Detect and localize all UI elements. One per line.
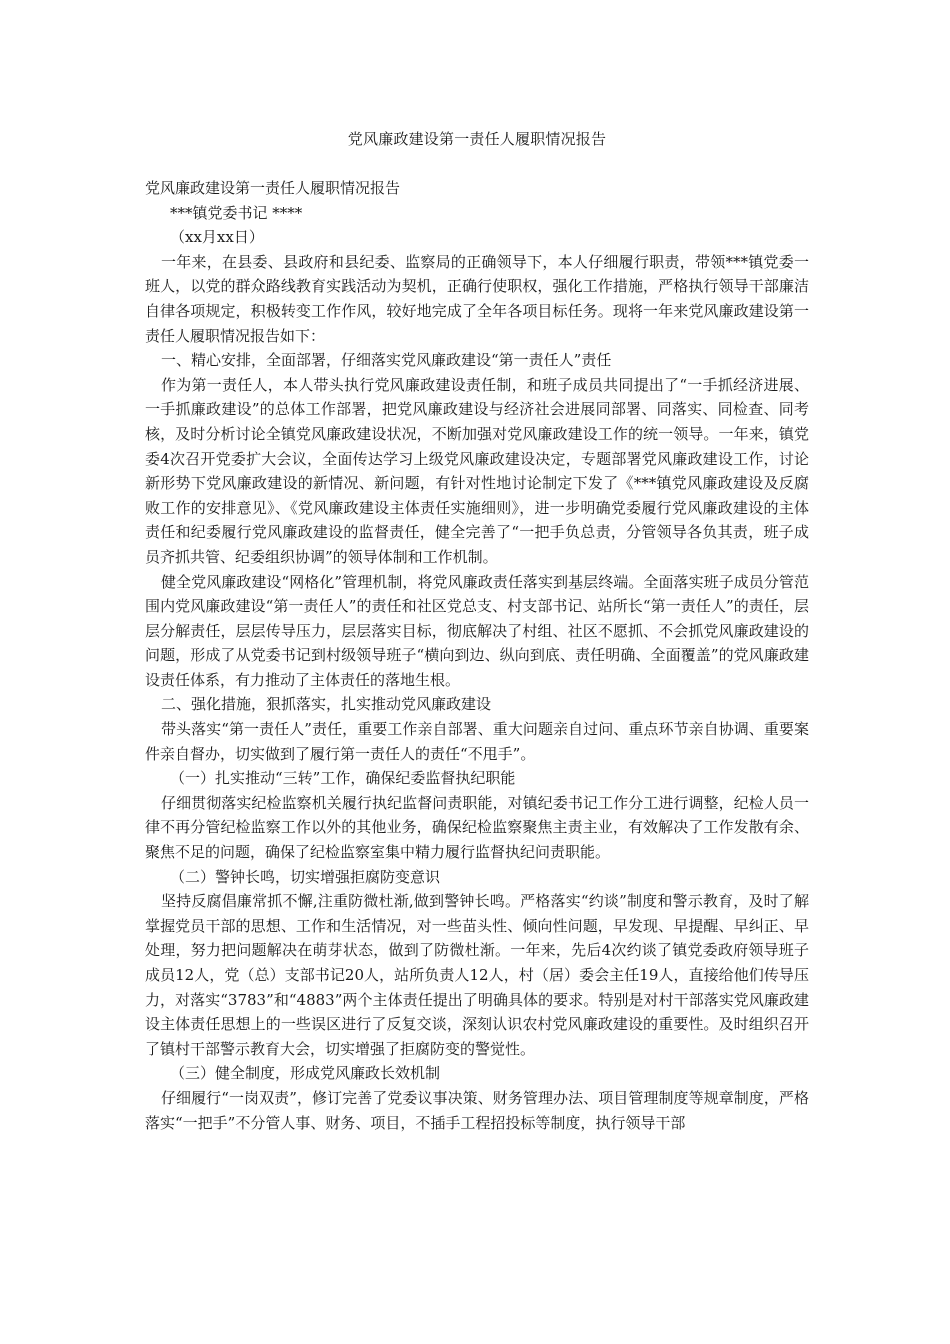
section-heading-2: 二、强化措施，狠抓落实，扎实推动党风廉政建设 <box>161 695 492 714</box>
report-heading: 党风廉政建设第一责任人履职情况报告 <box>145 179 401 197</box>
subsection-heading-1: （一）扎实推动“三转”工作，确保纪委监督执纪职能 <box>170 769 516 788</box>
date-line: （xx月xx日） <box>170 228 264 247</box>
subsection-heading-2: （二）警钟长鸣，切实增强拒腐防变意识 <box>170 867 441 886</box>
intro-paragraph: 一年来，在县委、县政府和县纪委、监察局的正确领导下，本人仔细履行职责，带领***镇党委一班人，以党的群众路线教育实践活动为契机，正确行使职权，强化工作措施，严格执行领导干部廉洁自律各项规定，积极转变工作作风，较好地完成了全年各项目标任务。现将一年来党风廉政建设第一责任人履职情况报告如下： <box>145 252 809 345</box>
body-paragraph: 带头落实“第一责任人”责任，重要工作亲自部署、重大问题亲自过问、重点环节亲自协调、重要案件亲自督办，切实做到了履行第一责任人的责任“不甩手”。 <box>145 720 809 763</box>
body-paragraph: 仔细贯彻落实纪检监察机关履行执纪监督问责职能，对镇纪委书记工作分工进行调整，纪检人员一律不再分管纪检监察工作以外的其他业务，确保纪检监察聚焦主责主业，有效解决了工作发散有余、聚焦不足的问题，确保了纪检监察室集中精力履行监督执纪问责职能。 <box>145 793 809 862</box>
body-paragraph: 作为第一责任人，本人带头执行党风廉政建设责任制，和班子成员共同提出了“一手抓经济进展、一手抓廉政建设”的总体工作部署，把党风廉政建设与经济社会进展同部署、同落实、同检查、同考核，及时分析讨论全镇党风廉政建设状况，不断加强对党风廉政建设工作的统一领导。一年来，镇党委4次召开党委扩大会议，全面传达学习上级党风廉政建设决定，专题部署党风廉政建设工作，讨论新形势下党风廉政建设的新情况、新问题，有针对性地讨论制定下发了《***镇党风廉政建设及反腐败工作的安排意见》、《党风廉政建设主体责任实施细则》，进一步明确党委履行党风廉政建设的主体责任和纪委履行党风廉政建设的监督责任，健全完善了“一把手负总责，分管领导各负其责，班子成员齐抓共管、纪委组织协调”的领导体制和工作机制。 <box>145 375 809 566</box>
body-paragraph: 坚持反腐倡廉常抓不懈,注重防微杜渐,做到警钟长鸣。严格落实“约谈”制度和警示教育，及时了解掌握党员干部的思想、工作和生活情况，对一些苗头性、倾向性问题，早发现、早提醒、早纠正、早处理，努力把问题解决在萌芽状态，做到了防微杜渐。一年来，先后4次约谈了镇党委政府领导班子成员12人，党（总）支部书记20人，站所负责人12人，村（居）委会主任19人，直接给他们传导压力，对落实“3783”和“4883”两个主体责任提出了明确具体的要求。特别是对村干部落实党风廉政建设主体责任思想上的一些误区进行了反复交谈，深刻认识农村党风廉政建设的重要性。及时组织召开了镇村干部警示教育大会，切实增强了拒腐防变的警觉性。 <box>145 892 809 1058</box>
document-body <box>145 176 809 1135</box>
section-heading-1: 一、精心安排，全面部署，仔细落实党风廉政建设“第一责任人”责任 <box>161 351 612 370</box>
subsection-heading-3: （三）健全制度，形成党风廉政长效机制 <box>170 1064 441 1083</box>
document-title: 党风廉政建设第一责任人履职情况报告 <box>347 130 607 148</box>
body-paragraph: 健全党风廉政建设“网格化”管理机制，将党风廉政责任落实到基层终端。全面落实班子成员分管范围内党风廉政建设“第一责任人”的责任和社区党总支、村支部书记、站所长“第一责任人”的责任，层层分解责任，层层传导压力，层层落实目标，彻底解决了村组、社区不愿抓、不会抓党风廉政建设的问题，形成了从党委书记到村级领导班子“横向到边、纵向到底、责任明确、全面覆盖”的党风廉政建设责任体系，有力推动了主体责任的落地生根。 <box>145 572 809 689</box>
author-line: ***镇党委书记 **** <box>170 203 303 222</box>
body-paragraph: 仔细履行“一岗双责”，修订完善了党委议事决策、财务管理办法、项目管理制度等规章制度，严格落实“一把手”不分管人事、财务、项目，不插手工程招投标等制度，执行领导干部 <box>145 1088 809 1132</box>
